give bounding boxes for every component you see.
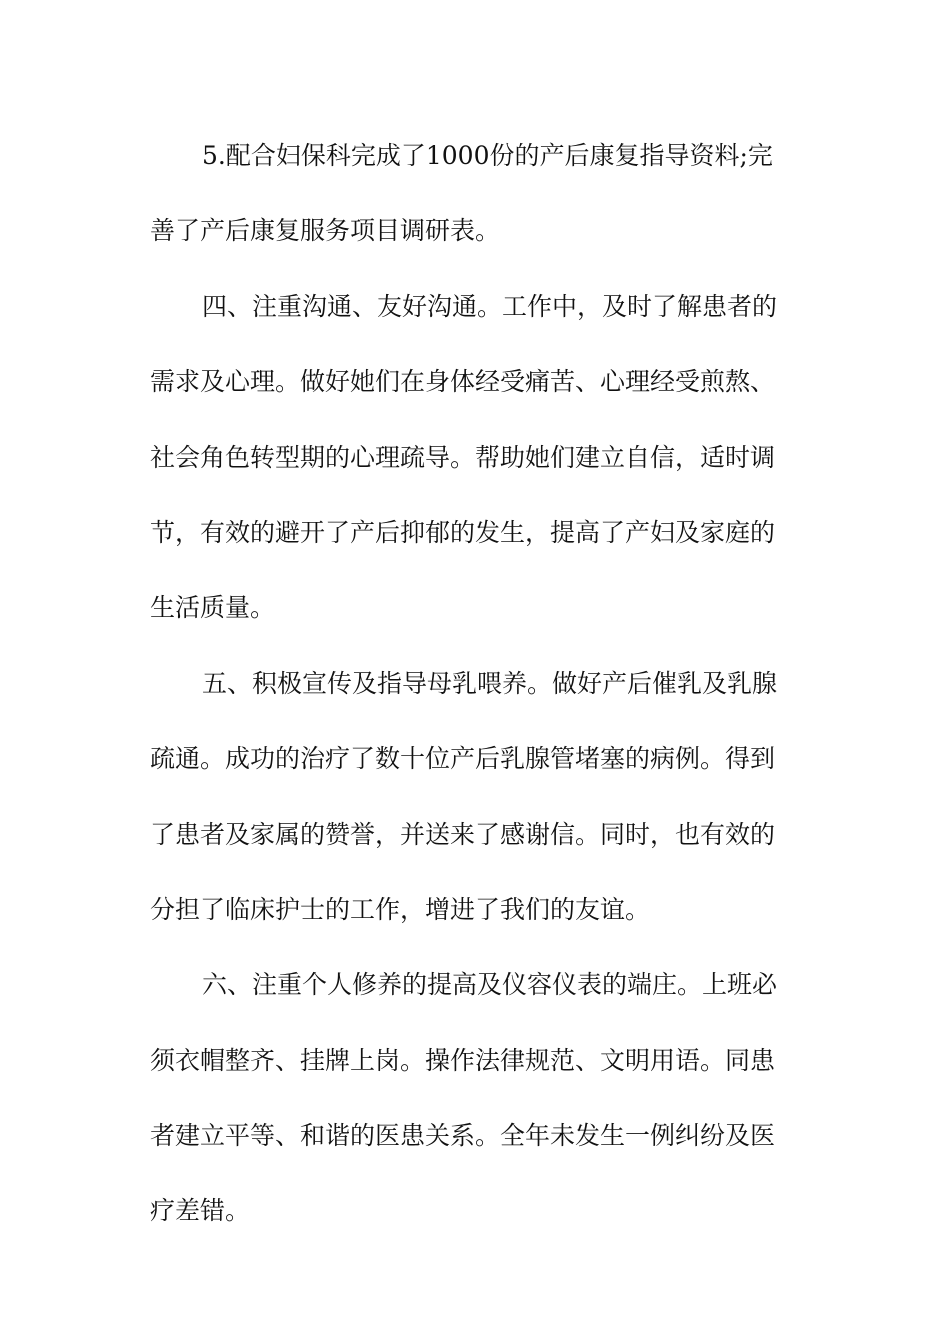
paragraph-line: 生活质量。	[150, 593, 276, 623]
paragraph-line: 疏通。成功的治疗了数十位产后乳腺管堵塞的病例。得到	[150, 744, 776, 774]
paragraph-section-6	[150, 947, 790, 1249]
paragraph-line: 者建立平等、和谐的医患关系。全年未发生一例纠纷及医	[150, 1121, 776, 1151]
document-body	[150, 118, 790, 1249]
paragraph-line: 了患者及家属的赞誉，并送来了感谢信。同时，也有效的	[150, 819, 776, 849]
paragraph-line: 五、积极宣传及指导母乳喂养。做好产后催乳及乳腺	[202, 668, 778, 698]
paragraph-line: 四、注重沟通、友好沟通。工作中，及时了解患者的	[202, 291, 778, 321]
paragraph-line: 节，有效的避开了产后抑郁的发生，提高了产妇及家庭的	[150, 517, 776, 547]
paragraph-section-4	[150, 269, 790, 646]
paragraph-item-5	[150, 118, 790, 269]
paragraph-line: 疗差错。	[150, 1196, 251, 1226]
paragraph-line: 5.配合妇保科完成了1000份的产后康复指导资料;完	[202, 141, 773, 170]
paragraph-line: 社会角色转型期的心理疏导。帮助她们建立自信，适时调	[150, 442, 776, 472]
paragraph-line: 六、注重个人修养的提高及仪容仪表的端庄。上班必	[202, 970, 778, 1000]
paragraph-line: 需求及心理。做好她们在身体经受痛苦、心理经受煎熬、	[150, 367, 776, 397]
paragraph-line: 须衣帽整齐、挂牌上岗。操作法律规范、文明用语。同患	[150, 1045, 776, 1075]
paragraph-section-5	[150, 646, 790, 948]
paragraph-line: 分担了临床护士的工作，增进了我们的友谊。	[150, 894, 651, 924]
paragraph-line: 善了产后康复服务项目调研表。	[150, 216, 501, 246]
